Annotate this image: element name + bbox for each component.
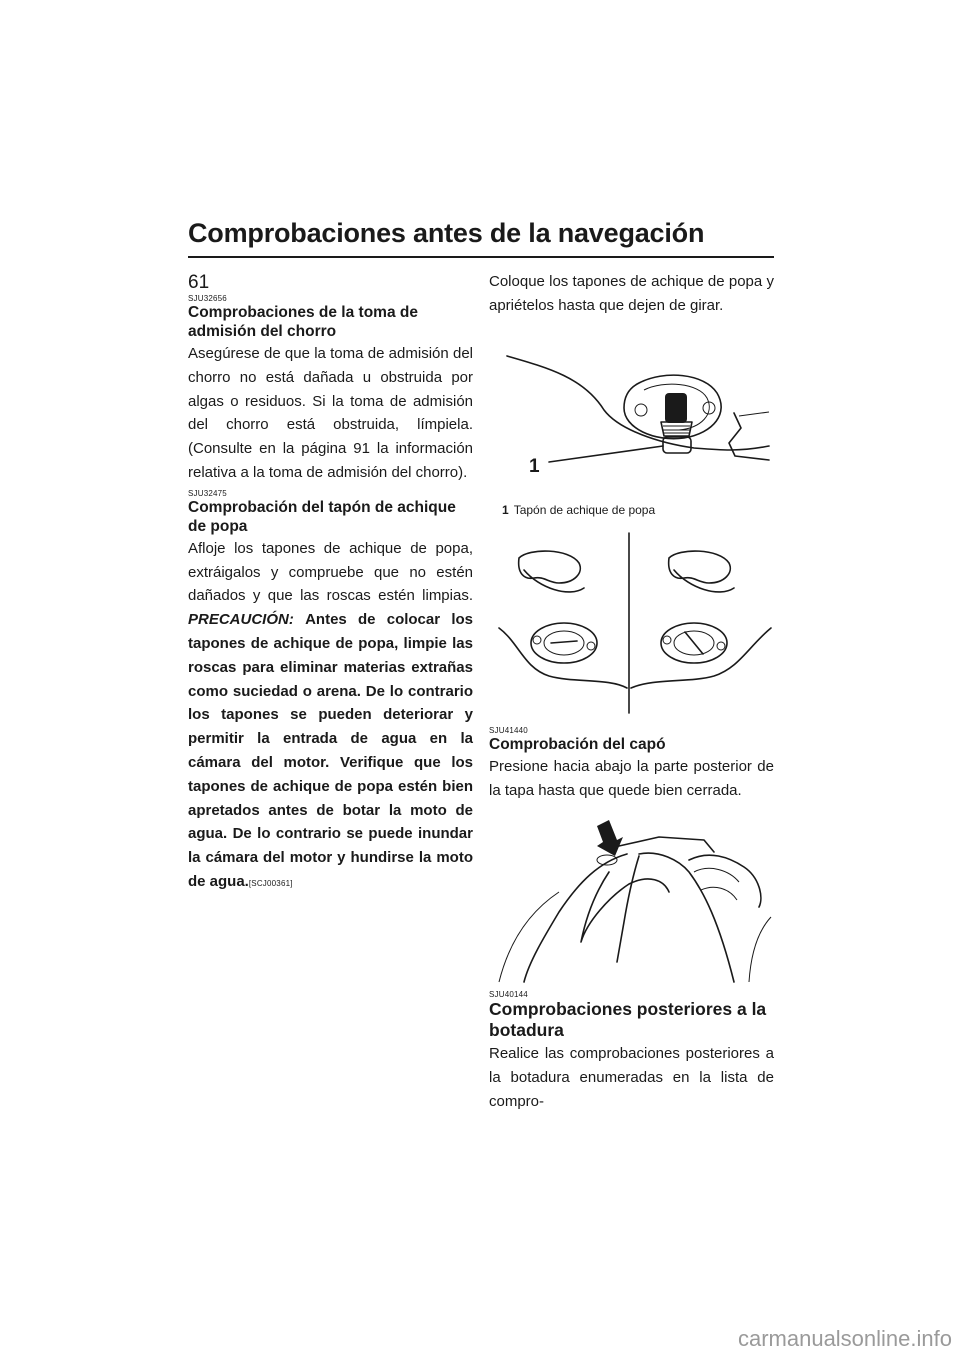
body-text: Afloje los tapones de achique de popa, extráigalos y compruebe que no estén dañados y que las roscas estén limpias. — [188, 539, 473, 605]
caution-text: Antes de colocar los tapones de achique de popa, limpie las roscas para eliminar materias extrañas como suciedad o arena. De lo contrario los tapones se pueden deteriorar y permitir la entrada de agua en la cámara del motor. Verifique que los tapones de achique de popa estén bien apretados antes de botar la moto de agua. De lo contrario se puede inundar la cámara del motor y hundirse la moto de agua. — [188, 611, 473, 890]
section-code: SJU32656 — [188, 294, 227, 303]
section-body: Realice las comprobaciones posteriores a la botadura enumeradas en la lista de compro- — [489, 1045, 774, 1110]
page-title: Comprobaciones antes de la navegación — [188, 218, 705, 248]
caption-text: Tapón de achique de popa — [513, 503, 656, 517]
figure-callout: 1 — [529, 456, 540, 477]
section-heading: Comprobaciones posteriores a la botadura — [489, 999, 767, 1040]
drain-plug-illustration — [489, 338, 774, 498]
section-drain-plug — [188, 489, 473, 896]
right-column-intro — [489, 270, 774, 318]
section-body — [188, 537, 473, 896]
drain-plug-views-illustration — [489, 528, 774, 718]
intro-text: Coloque los tapones de achique de popa y apriételos hasta que dejen de girar. — [489, 273, 774, 314]
figure-caption — [502, 503, 655, 517]
section-body: Presione hacia abajo la parte posterior de la tapa hasta que quede bien cerrada. — [489, 758, 774, 799]
footer-site-watermark: carmanualsonline.info — [737, 1326, 952, 1351]
section-code: SJU32475 — [188, 488, 227, 498]
page-number: 61 — [188, 272, 210, 293]
section-code: SJU41440 — [489, 726, 528, 735]
section-heading: Comprobación del capó — [489, 736, 666, 753]
section-body: Asegúrese de que la toma de admisión del chorro no está dañada u obstruida por algas o residuos. Si la toma de admisión del chorro está obstruida, límpiela. (Consulte en la página 91 la información relativa a la toma de admisión del chorro). — [188, 345, 473, 481]
watercraft-hood-illustration — [489, 812, 774, 984]
caption-number: 1 — [502, 503, 509, 517]
section-heading: Comprobaciones de la toma de admisión del chorro — [188, 304, 418, 340]
section-heading: Comprobación del tapón de achique de popa — [188, 498, 456, 535]
left-column — [188, 294, 473, 900]
caution-label: PRECAUCIÓN: — [188, 611, 294, 629]
section-jet-intake — [188, 294, 473, 485]
section-code: SJU40144 — [489, 990, 528, 999]
section-hood-check — [489, 726, 774, 803]
title-rule — [188, 256, 774, 258]
caution-ref: [SCJ00361] — [248, 878, 293, 888]
section-post-launch — [489, 990, 774, 1113]
